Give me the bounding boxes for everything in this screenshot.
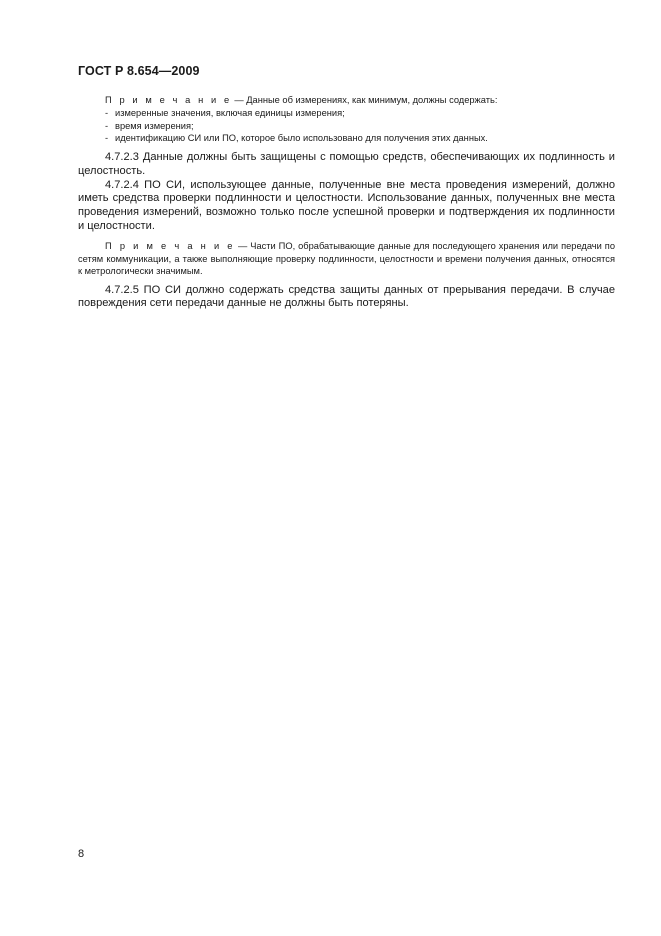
- paragraph-4-7-2-4: 4.7.2.4 ПО СИ, использующее данные, полученные вне места проведения измерений, должно иметь средства проверки подлинности и целостности. Использование данных, полученных вне места проведения измерений, возможно только после успешной проверки и подтверждения их подлинности и целостности.: [78, 178, 615, 232]
- list-bullet: -: [105, 107, 109, 118]
- list-bullet: -: [105, 120, 109, 131]
- note-1-intro: [78, 94, 615, 107]
- list-item: [78, 107, 615, 120]
- note-1-label: П р и м е ч а н и е: [105, 95, 232, 105]
- page-number: 8: [78, 848, 85, 860]
- spacer: [78, 233, 615, 240]
- list-item: [78, 132, 615, 145]
- paragraph-4-7-2-5: 4.7.2.5 ПО СИ должно содержать средства защиты данных от прерывания передачи. В случае повреждения сети передачи данные не должны быть потеряны.: [78, 283, 615, 310]
- list-bullet: -: [105, 133, 109, 144]
- page-content: [78, 94, 615, 311]
- note-2: [78, 240, 615, 277]
- list-item: [78, 120, 615, 133]
- note-2-label: П р и м е ч а н и е: [105, 241, 236, 252]
- note-1-text: — Данные об измерениях, как минимум, должны содержать:: [231, 95, 498, 105]
- document-header: ГОСТ Р 8.654—2009: [78, 64, 200, 78]
- paragraph-4-7-2-3: 4.7.2.3 Данные должны быть защищены с помощью средств, обеспечивающих их подлинность и целостность.: [78, 151, 615, 177]
- list-item-text: измеренные значения, включая единицы измерения;: [115, 107, 345, 118]
- list-item-text: время измерения;: [115, 120, 194, 131]
- list-item-text: идентификацию СИ или ПО, которое было использовано для получения этих данных.: [115, 133, 488, 144]
- note-2-text: — Части ПО, обрабатывающие данные для последующего хранения или передачи по сетям коммуникации, а также выполняющие проверку подлинности, целостности и времени получения данных, относятся к метрологически значимым.: [78, 241, 615, 277]
